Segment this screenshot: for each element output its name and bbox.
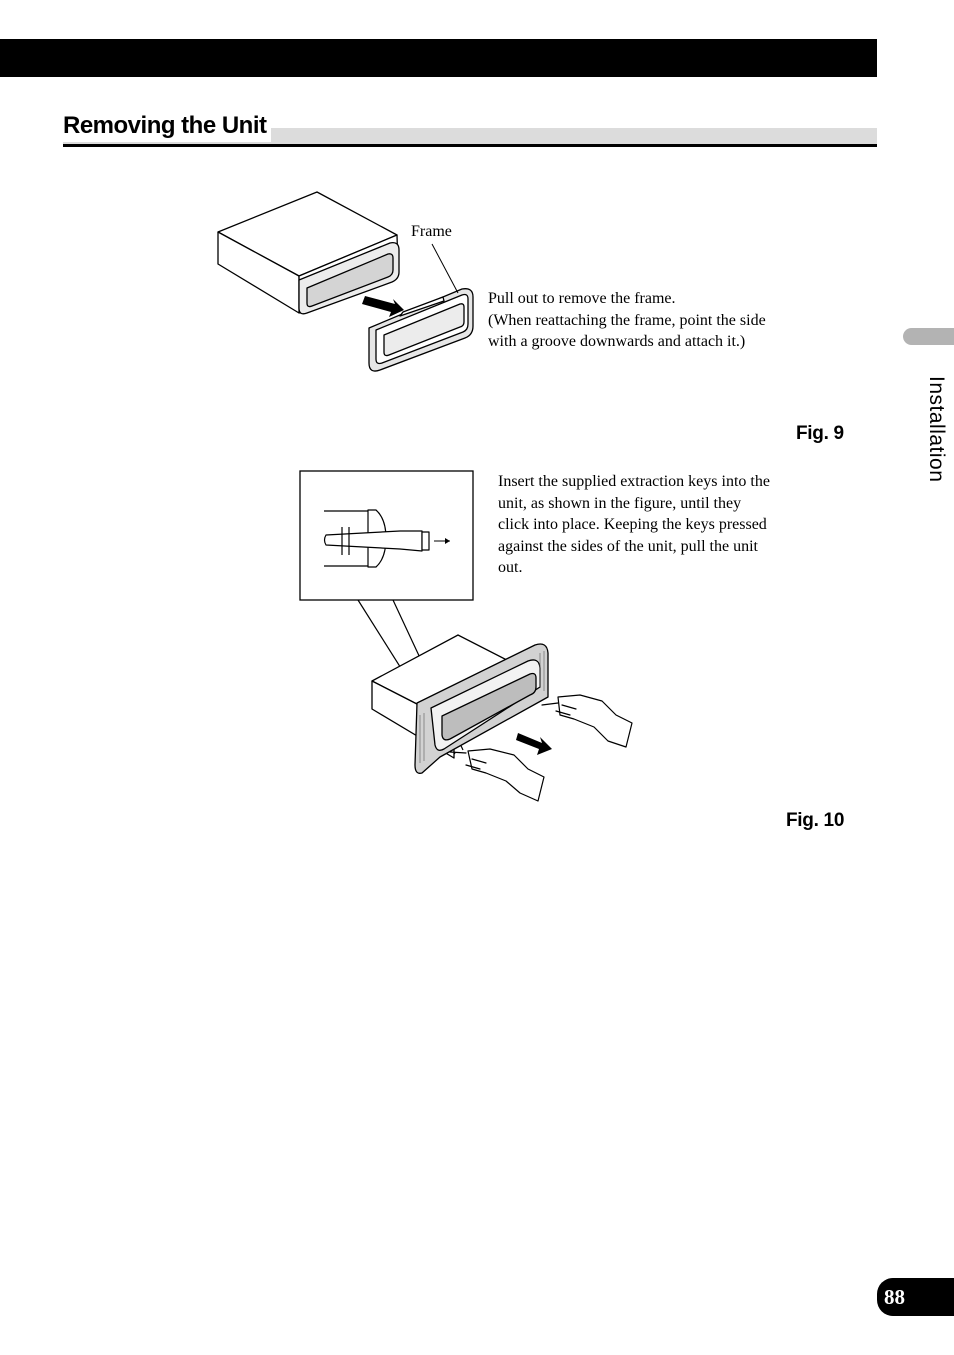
figure-10-label: Fig. 10 xyxy=(786,810,845,831)
frame-removal-illustration xyxy=(200,180,500,380)
figure-10-caption: Insert the supplied extraction keys into the unit, as shown in the figure, until they click into place. Keeping the keys pressed against the sides of the unit, pull the unit out. xyxy=(498,473,770,576)
figure-9-label: Fig. 9 xyxy=(796,423,844,444)
side-tab-label: Installation xyxy=(925,376,948,483)
header-bar xyxy=(0,39,877,77)
figure-9-caption-line2: (When reattaching the frame, point the side with a groove downwards and attach it.) xyxy=(488,311,766,350)
figure-9-caption-line1: Pull out to remove the frame. xyxy=(488,290,676,307)
figure-9-caption xyxy=(488,288,778,353)
section-header-rule xyxy=(63,144,877,147)
page-number-badge: 88 xyxy=(877,1278,954,1316)
section-title: Removing the Unit xyxy=(63,110,271,142)
section-header xyxy=(63,108,877,148)
side-tab-marker xyxy=(903,328,954,345)
frame-callout-label: Frame xyxy=(411,223,452,240)
